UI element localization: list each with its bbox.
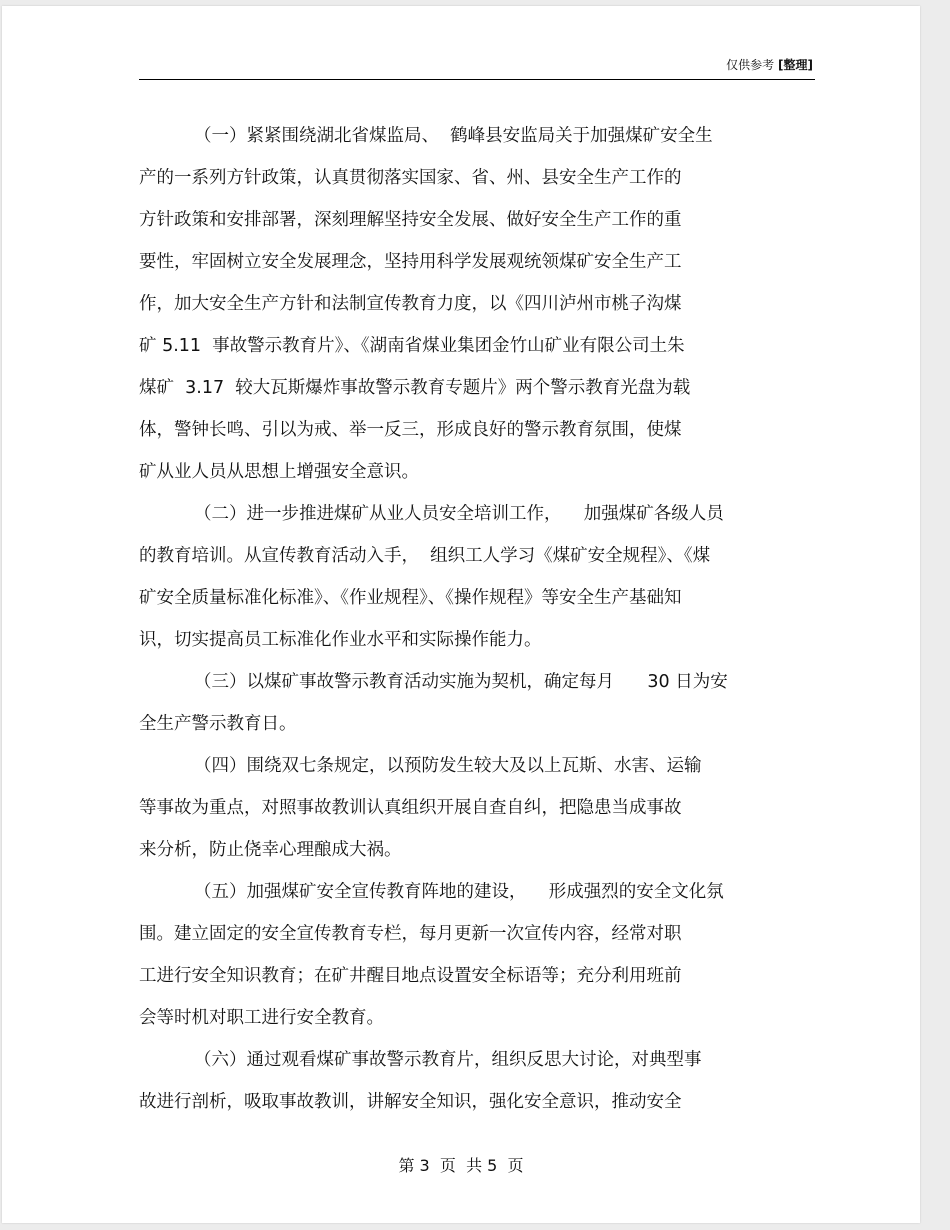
text-line: 体，警钟长鸣、引以为戒、举一反三，形成良好的警示教育氛围，使煤 xyxy=(139,420,682,440)
text-line: （五）加强煤矿安全宣传教育阵地的建设， 形成强烈的安全文化氛 xyxy=(194,882,724,902)
paragraph xyxy=(139,1039,819,1123)
text-line: 故进行剖析，吸取事故教训，讲解安全知识，强化安全意识，推动安全 xyxy=(139,1092,682,1112)
text-line: 的教育培训。从宣传教育活动入手， 组织工人学习《煤矿安全规程》、《煤 xyxy=(139,546,711,566)
text-line: 全生产警示教育日。 xyxy=(139,714,297,734)
header-note xyxy=(726,56,813,73)
text-line: 等事故为重点，对照事故教训认真组织开展自查自纠，把隐患当成事故 xyxy=(139,798,682,818)
document-page xyxy=(2,6,920,1223)
paragraph xyxy=(139,745,819,871)
text-line: 矿 5.11 事故警示教育片》、《湖南省煤业集团金竹山矿业有限公司土朱 xyxy=(139,336,685,356)
document-body xyxy=(139,115,819,1123)
text-line: （三）以煤矿事故警示教育活动实施为契机，确定每月 30 日为安 xyxy=(194,672,728,692)
text-line: 会等时机对职工进行安全教育。 xyxy=(139,1008,384,1028)
text-line: 方针政策和安排部署，深刻理解坚持安全发展、做好安全生产工作的重 xyxy=(139,210,682,230)
paragraph xyxy=(139,871,819,1039)
text-line: 矿从业人员从思想上增强安全意识。 xyxy=(139,462,419,482)
page-header xyxy=(139,55,815,80)
page-number: 第 3 页 共 5 页 xyxy=(398,1156,524,1175)
text-line: 作，加大安全生产方针和法制宣传教育力度，以《四川泸州市桃子沟煤 xyxy=(139,294,682,314)
text-line: （六）通过观看煤矿事故警示教育片，组织反思大讨论，对典型事 xyxy=(194,1050,702,1070)
text-line: （四）围绕双七条规定，以预防发生较大及以上瓦斯、水害、运输 xyxy=(194,756,702,776)
text-line: 来分析，防止侥幸心理酿成大祸。 xyxy=(139,840,402,860)
paragraph xyxy=(139,115,819,493)
text-line: （一）紧紧围绕湖北省煤监局、 鹤峰县安监局关于加强煤矿安全生 xyxy=(194,126,713,146)
text-line: 煤矿 3.17 较大瓦斯爆炸事故警示教育专题片》两个警示教育光盘为载 xyxy=(139,378,691,398)
header-label: 仅供参考 xyxy=(726,58,775,72)
paragraph xyxy=(139,661,819,745)
text-line: 工进行安全知识教育；在矿井醒目地点设置安全标语等；充分利用班前 xyxy=(139,966,682,986)
paragraph xyxy=(139,493,819,661)
text-line: （二）进一步推进煤矿从业人员安全培训工作， 加强煤矿各级人员 xyxy=(194,504,724,524)
text-line: 要性，牢固树立安全发展理念，坚持用科学发展观统领煤矿安全生产工 xyxy=(139,252,682,272)
header-bracket-label: [整理] xyxy=(778,58,813,72)
text-line: 矿安全质量标准化标准》、《作业规程》、《操作规程》等安全生产基础知 xyxy=(139,588,682,608)
text-line: 识，切实提高员工标准化作业水平和实际操作能力。 xyxy=(139,630,542,650)
text-line: 产的一系列方针政策，认真贯彻落实国家、省、州、县安全生产工作的 xyxy=(139,168,682,188)
text-line: 围。建立固定的安全宣传教育专栏，每月更新一次宣传内容，经常对职 xyxy=(139,924,682,944)
